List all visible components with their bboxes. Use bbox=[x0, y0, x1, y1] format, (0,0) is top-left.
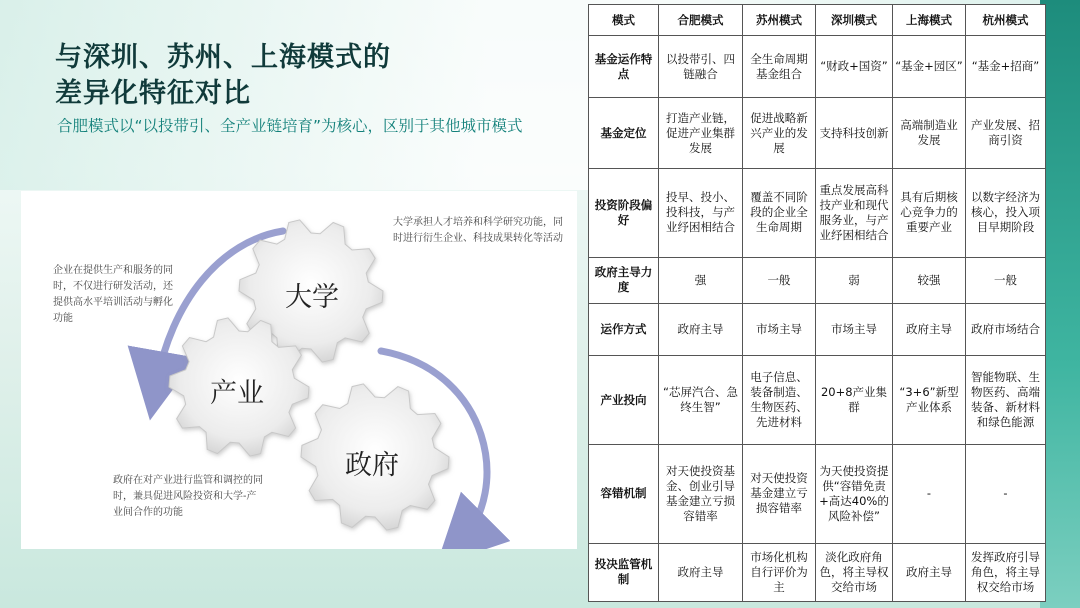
table-row bbox=[589, 98, 1046, 168]
triple-helix-diagram bbox=[21, 191, 577, 549]
table-cell: 弱 bbox=[816, 257, 893, 303]
table-cell: 20+8产业集群 bbox=[816, 356, 893, 445]
row-header-cell: 投资阶段偏好 bbox=[589, 168, 659, 257]
table-cell: 高端制造业发展 bbox=[893, 98, 966, 168]
table-cell: “3+6”新型产业体系 bbox=[893, 356, 966, 445]
table-cell: 市场化机构自行评价为主 bbox=[743, 543, 816, 601]
table-cell: 支持科技创新 bbox=[816, 98, 893, 168]
table-cell: 对天使投资基金、创业引导基金建立亏损容错率 bbox=[659, 444, 743, 543]
row-header-cell: 容错机制 bbox=[589, 444, 659, 543]
table-cell: 政府市场结合 bbox=[966, 303, 1046, 355]
gear-label-university: 大学 bbox=[285, 282, 339, 313]
title-line-1: 与深圳、苏州、上海模式的 bbox=[55, 42, 391, 73]
table-row bbox=[589, 36, 1046, 98]
table-cell: 智能物联、生物医药、高端装备、新材料和绿色能源 bbox=[966, 356, 1046, 445]
note-government: 政府在对产业进行监管和调控的同时，兼具促进风险投资和大学-产业间合作的功能 bbox=[113, 475, 263, 518]
table-cell: 电子信息、装备制造、生物医药、先进材料 bbox=[743, 356, 816, 445]
table-header-row bbox=[589, 5, 1046, 36]
note-university: 大学承担人才培养和科学研究功能，同时进行衍生企业、科技成果转化等活动 bbox=[393, 217, 563, 244]
table-cell: 一般 bbox=[966, 257, 1046, 303]
gear-label-industry: 产业 bbox=[210, 378, 264, 409]
comparison-table-container bbox=[588, 4, 1045, 602]
table-cell: 为天使投资提供“容错免责+高达40%的风险补偿” bbox=[816, 444, 893, 543]
table-cell: 覆盖不同阶段的企业全生命周期 bbox=[743, 168, 816, 257]
gear-label-government: 政府 bbox=[345, 450, 399, 481]
table-cell: 政府主导 bbox=[893, 543, 966, 601]
note-industry: 企业在提供生产和服务的同时，不仅进行研发活动，还提供高水平培训活动与孵化功能 bbox=[53, 265, 173, 324]
table-cell: 市场主导 bbox=[816, 303, 893, 355]
table-cell: - bbox=[893, 444, 966, 543]
table-row bbox=[589, 168, 1046, 257]
row-header-cell: 政府主导力度 bbox=[589, 257, 659, 303]
table-row bbox=[589, 303, 1046, 355]
table-cell: 投早、投小、投科技，与产业纾困相结合 bbox=[659, 168, 743, 257]
header-cell: 合肥模式 bbox=[659, 5, 743, 36]
table-row bbox=[589, 444, 1046, 543]
title-line-2: 差异化特征对比 bbox=[55, 78, 251, 109]
table-cell: “财政+国资” bbox=[816, 36, 893, 98]
table-row bbox=[589, 257, 1046, 303]
row-header-cell: 运作方式 bbox=[589, 303, 659, 355]
header-cell: 杭州模式 bbox=[966, 5, 1046, 36]
table-cell: 具有后期核心竞争力的重要产业 bbox=[893, 168, 966, 257]
table-cell: 市场主导 bbox=[743, 303, 816, 355]
table-cell: 打造产业链，促进产业集群发展 bbox=[659, 98, 743, 168]
table-cell: 以投带引、四链融合 bbox=[659, 36, 743, 98]
header-cell: 深圳模式 bbox=[816, 5, 893, 36]
table-cell: “基金+招商” bbox=[966, 36, 1046, 98]
page-subtitle: 合肥模式以“以投带引、全产业链培育”为核心，区别于其他城市模式 bbox=[57, 117, 523, 135]
right-accent-band bbox=[1040, 0, 1080, 608]
table-row bbox=[589, 543, 1046, 601]
table-cell: 产业发展、招商引资 bbox=[966, 98, 1046, 168]
header-cell: 上海模式 bbox=[893, 5, 966, 36]
table-cell: 强 bbox=[659, 257, 743, 303]
row-header-cell: 投决监管机制 bbox=[589, 543, 659, 601]
row-header-cell: 基金定位 bbox=[589, 98, 659, 168]
table-cell: 以数字经济为核心，投入项目早期阶段 bbox=[966, 168, 1046, 257]
table-cell: 促进战略新兴产业的发展 bbox=[743, 98, 816, 168]
table-cell: 政府主导 bbox=[893, 303, 966, 355]
table-row bbox=[589, 356, 1046, 445]
table-cell: 较强 bbox=[893, 257, 966, 303]
comparison-table bbox=[588, 4, 1046, 602]
page-title bbox=[55, 40, 575, 112]
header-cell: 苏州模式 bbox=[743, 5, 816, 36]
row-header-cell: 基金运作特点 bbox=[589, 36, 659, 98]
table-cell: 发挥政府引导角色，将主导权交给市场 bbox=[966, 543, 1046, 601]
header-cell: 模式 bbox=[589, 5, 659, 36]
table-cell: “基金+园区” bbox=[893, 36, 966, 98]
table-cell: 淡化政府角色，将主导权交给市场 bbox=[816, 543, 893, 601]
table-cell: 全生命周期基金组合 bbox=[743, 36, 816, 98]
table-cell: 政府主导 bbox=[659, 543, 743, 601]
table-cell: 对天使投资基金建立亏损容错率 bbox=[743, 444, 816, 543]
table-cell: 政府主导 bbox=[659, 303, 743, 355]
row-header-cell: 产业投向 bbox=[589, 356, 659, 445]
table-cell: 一般 bbox=[743, 257, 816, 303]
table-cell: 重点发展高科技产业和现代服务业，与产业纾困相结合 bbox=[816, 168, 893, 257]
table-cell: - bbox=[966, 444, 1046, 543]
table-cell: “芯屏汽合、急终生智” bbox=[659, 356, 743, 445]
